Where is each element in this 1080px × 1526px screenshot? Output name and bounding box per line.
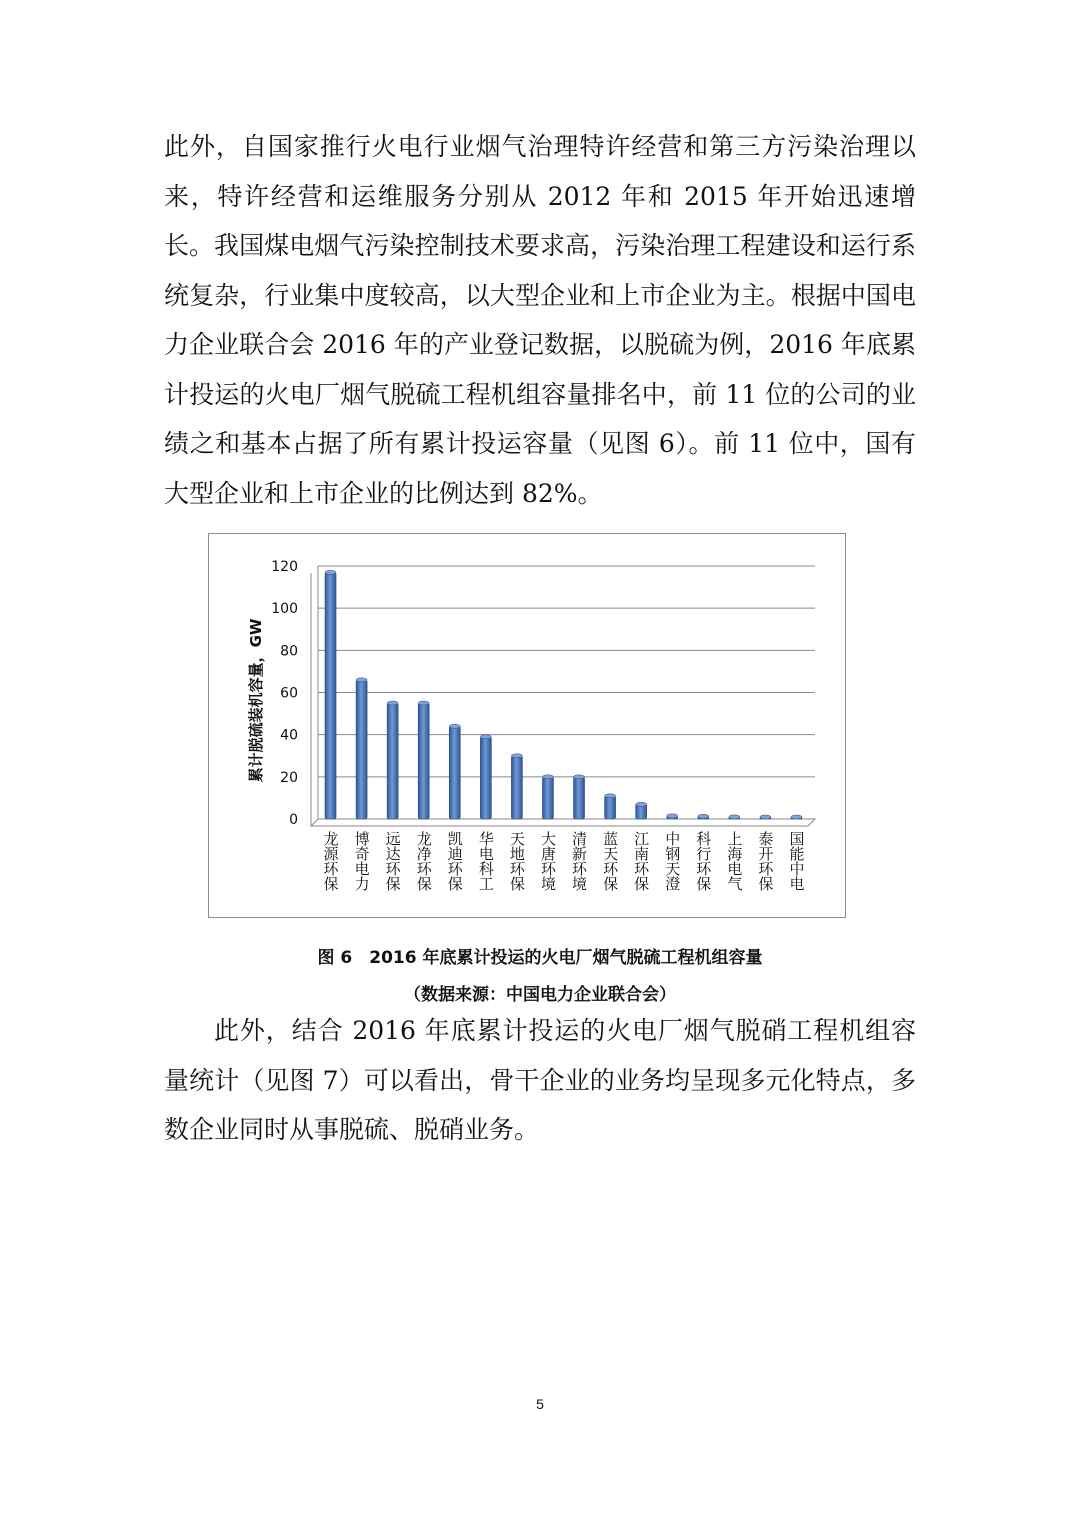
paragraph-industry: 我国煤电烟气污染控制技术要求高，污染治理工程建设和运行系统复杂，行业集中度较高，以大型企业和上市企业为主。根据中国电力企业联合会 2016 年的产业登记数据，以脱硫为例，2016 年底累计投运的火电厂烟气脱硫工程机组容量排名中，前 11 位的公司的业绩之和基本占据了所有累计投运容量（见图 6）。前 11 位中，国有大型企业和上市企业的比例达到 82%。 — [164, 231, 916, 508]
x-tick-label: 华电科工 — [476, 831, 495, 891]
y-tick-label: 60 — [280, 685, 298, 702]
x-tick-label: 龙源环保 — [321, 831, 340, 891]
bar — [325, 572, 336, 819]
x-tick-label: 科行环保 — [694, 831, 713, 891]
x-tick-label: 大唐环境 — [538, 831, 557, 891]
x-tick-label: 中钢天澄 — [663, 831, 682, 891]
bar-top — [698, 814, 709, 818]
paragraph-denitration: 此外，结合 2016 年底累计投运的火电厂烟气脱硝工程机组容量统计（见图 7）可以看出，骨干企业的业务均呈现多元化特点，多数企业同时从事脱硫、脱硝业务。 — [164, 1016, 916, 1144]
bar — [542, 777, 553, 819]
bar-top — [636, 802, 647, 806]
bar-top — [449, 724, 460, 728]
bar — [418, 703, 429, 819]
bar-top — [542, 775, 553, 779]
y-axis-label: 累计脱硫装机容量，GW — [247, 618, 265, 783]
figure-caption: 图 6 2016 年底累计投运的火电厂烟气脱硫工程机组容量 — [317, 948, 763, 968]
x-tick-label: 龙净环保 — [414, 831, 433, 891]
x-tick-label: 清新环境 — [570, 831, 589, 891]
x-tick-label: 江南环保 — [632, 831, 651, 891]
bar-top — [511, 754, 522, 758]
chart-figure-6 — [208, 533, 846, 918]
bar — [387, 703, 398, 819]
y-tick-label: 100 — [271, 601, 298, 618]
x-tick-label: 天地环保 — [507, 831, 526, 891]
bar-top — [480, 735, 491, 739]
x-tick-label: 国能中电 — [787, 831, 806, 891]
bar — [480, 737, 491, 819]
bar-top — [418, 701, 429, 705]
bar-chart — [209, 534, 847, 919]
paragraph-intro: 此外，自国家推行火电行业烟气治理特许经营和第三方污染治理以来，特许经营和运维服务分别从 2012 年和 2015 年开始迅速增长。 — [164, 132, 916, 260]
bar-top — [605, 794, 616, 798]
x-tick-label: 上海电气 — [725, 831, 744, 891]
y-tick-label: 80 — [280, 643, 298, 660]
bar-top — [729, 815, 740, 819]
bar-top — [667, 814, 678, 818]
y-tick-label: 40 — [280, 727, 298, 744]
x-tick-label: 凯迪环保 — [445, 831, 464, 891]
x-tick-label: 远达环保 — [383, 831, 402, 891]
y-tick-label: 20 — [280, 769, 298, 786]
bar-top — [760, 815, 771, 819]
bar-top — [325, 570, 336, 574]
figure-source: （数据来源：中国电力企业联合会） — [404, 985, 676, 1005]
x-tick-label: 蓝天环保 — [601, 831, 620, 891]
bar — [449, 726, 460, 819]
bar — [356, 680, 367, 819]
bar-top — [356, 678, 367, 682]
bar-top — [574, 775, 585, 779]
y-tick-label: 120 — [271, 559, 298, 575]
x-tick-label: 博奇电力 — [352, 831, 371, 891]
bar — [574, 777, 585, 819]
page-number: 5 — [536, 1396, 544, 1412]
bar — [511, 756, 522, 819]
y-tick-label: 0 — [289, 812, 298, 828]
bar-top — [791, 815, 802, 819]
x-tick-label: 泰开环保 — [756, 831, 775, 891]
bar-top — [387, 701, 398, 705]
bar — [605, 796, 616, 819]
chart-floor — [311, 819, 815, 826]
